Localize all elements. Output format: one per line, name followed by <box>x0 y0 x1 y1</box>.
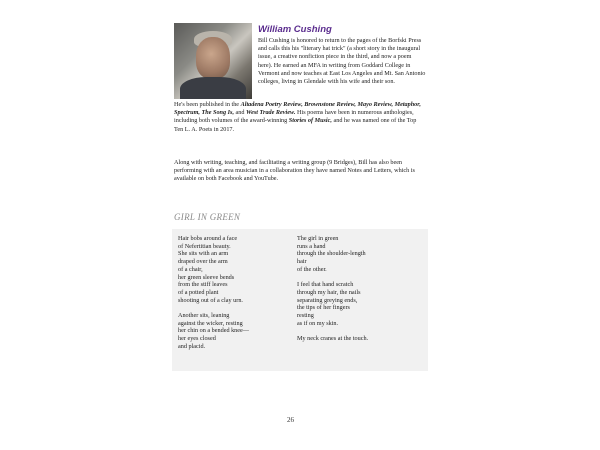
poem-line: of a potted plant <box>178 288 219 296</box>
page-number: 26 <box>287 416 294 424</box>
author-bio-activities: Along with writing, teaching, and facilitating a writing group (9 Bridges), Bill has also been performing with an area musician in a collaboration they have named Notes and Letters, which is available on both Facebook and YouTube. <box>174 159 415 183</box>
poem-line: She sits with an arm <box>178 250 229 258</box>
poem-title: GIRL IN GREEN <box>174 212 241 222</box>
poem-line: hair <box>297 258 307 266</box>
poem-line: of Nefertitian beauty. <box>178 242 231 250</box>
poem-line: from the stiff leaves <box>178 281 228 289</box>
publication-title: Stories of Music, <box>288 117 332 125</box>
poem-column-left <box>178 235 286 358</box>
poem-line: her green sleeve bends <box>178 273 235 281</box>
author-name: William Cushing <box>258 24 332 35</box>
publication-title: West Trade Review. <box>246 109 296 117</box>
poem-line: of the other. <box>297 265 327 273</box>
poem-line: and placid. <box>178 342 206 350</box>
poem-line: her chin on a bended knee— <box>178 327 249 335</box>
poem-line: runs a hand <box>297 242 326 250</box>
poem-line: Hair bobs around a face <box>178 235 238 242</box>
poem-stanza <box>178 312 286 351</box>
poem-line: resting <box>297 312 314 320</box>
poem-line: of a chair, <box>178 265 203 273</box>
poem-stanza <box>178 235 286 304</box>
author-bio-publications <box>174 101 426 134</box>
poem-line: her eyes closed <box>178 335 216 343</box>
publication-title: Altadena Poetry Review, Brownstone Review, Mayo Review, Metaphor, Spectrum, The Song Is, <box>174 101 421 117</box>
bio-text: and <box>234 109 247 117</box>
poem-stanza <box>297 335 405 343</box>
author-bio-intro: Bill Cushing is honored to return to the pages of the Borfski Press and calls this his "literary hat trick" (a short story in the inaugural issue, a creative nonfiction piece in the third, and now a poem here). He earned an MFA in writing from Goddard College in Vermont and now teaches at East Los Angeles and Mt. San Antonio colleges, living in Glendale with his wife and their son. <box>258 37 426 86</box>
author-photo-shirt <box>180 77 246 99</box>
poem-line: the tips of her fingers <box>297 304 350 312</box>
poem-column-right <box>297 235 405 351</box>
poem-line: against the wicker, resting <box>178 319 243 327</box>
poem-line: through my hair, the nails <box>297 288 361 296</box>
poem-stanza <box>297 235 405 274</box>
poem-line: draped over the arm <box>178 258 228 266</box>
poem-stanza <box>297 281 405 327</box>
poem-line: The girl in green <box>297 235 339 242</box>
poem-line: shooting out of a clay urn. <box>178 296 243 304</box>
bio-text: He's been published in the <box>174 101 241 108</box>
author-photo-face <box>196 37 230 79</box>
poem-line: I feel that hand scratch <box>297 281 354 289</box>
poem-line: as if on my skin. <box>297 319 339 327</box>
poem-line: through the shoulder-length <box>297 250 366 258</box>
bio-text: His poems have been in numerous anthologies, including both volumes of the award-winning <box>174 109 414 125</box>
poem-line: Another sits, leaning <box>178 312 230 320</box>
poem-line: separating greying ends, <box>297 296 358 304</box>
poem-line: My neck cranes at the touch. <box>297 335 369 343</box>
bio-text: and he was named one of the Top Ten L. A. Poets in 2017. <box>174 117 417 133</box>
author-photo <box>174 23 252 99</box>
